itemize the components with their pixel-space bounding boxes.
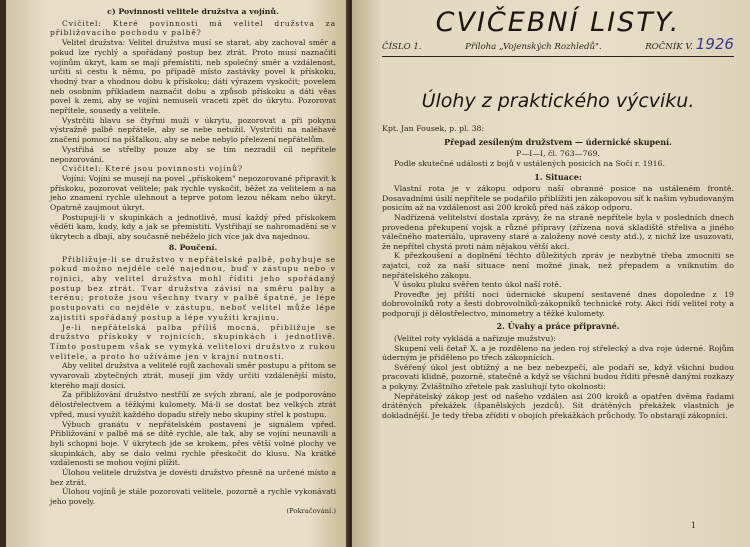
left-paragraph: Úlohou velitele družstva je dovésti družstvo přesně na určené místo a bez ztrát.: [50, 468, 336, 487]
section-paragraph: V úsoku pluku svěřen tento úkol naší rotě.: [394, 280, 562, 290]
left-paragraph: Vystrčiti hlavu se čtyřmi muži v úkrytu, pozorovat a při pokynu výstražně palbě nepřátele, aby se nebe netužil. Vystrčiti na naléhavé značení pomocí na píšťalkou, aby se nebe nebylo přelezení nepřátelům.: [50, 115, 336, 145]
article-title: Úlohy z praktického výcviku.: [421, 89, 695, 112]
right-page: [352, 0, 750, 547]
section-heading: 1. Situace:: [534, 171, 582, 182]
article-author: Kpt. Jan Fousek, p. pl. 38:: [382, 124, 485, 134]
left-paragraph: Aby velitel družstva a velitelé rojů zachovali směr postupu a přitom se vyvarovali zbytečných ztrát, musejí jim vždy určiti vzdálenější místo, kterého mají dosíci.: [50, 361, 336, 390]
article-intro: Podle skutečné události z bojů v ustálených posicích na Soči r. 1916.: [394, 158, 665, 168]
left-paragraph: Úlohou vojínů je stále pozorovati velitele, pozorně a rychle vykonávati jeho povely.: [50, 487, 336, 507]
masthead-title: CVIČEBNÍ LISTY.: [435, 7, 681, 38]
left-text-column: [50, 19, 336, 517]
page-number: 1: [690, 521, 696, 531]
volume-label: ROČNÍK V.: [645, 42, 693, 52]
issue-number: ČÍSLO 1.: [382, 42, 422, 52]
section-paragraph: Svěřený úkol jest obtížný a ne bez nebezpečí, ale podaří se, když všichni budou pracovati klidně, pozorně, statečně a když se všichni budou říditi přesně danými rozkazy a pokyny. Zvláštního zřetele pak zasluhují tyto okolnosti:: [382, 362, 734, 392]
masthead-row: [382, 35, 734, 57]
section-paragraph: Nadřízená velitelství dostala zprávy, že na straně nepřítele byla v posledních dnech provedena překupení vojsk a různé přípravy (zřízena nová skladiště střeliva a jiného válečného materiálu, upraveny staré a založeny nové cesty atd.), z nichž lze usuzovati, že nepřítel chystá proti nám nějakou větší akci.: [382, 212, 734, 251]
handwritten-year: 1926: [695, 35, 734, 53]
left-paragraph: Postupují-li v skupinkách a jednotlivě, musí každý před přískokem věděti kam, kudy, kdy a jak se přemístiti. Vystřihají se nahromadění se v úkrytech a dbají, aby současně neběželo jich více jak dva najednou.: [50, 212, 336, 242]
left-paragraph: Cvičitel: Které povinnosti má velitel družstva za přibližovacího pochodu v palbě?: [50, 18, 336, 38]
left-paragraph: Cvičitel: Které jsou povinnosti vojínů?: [62, 164, 243, 174]
section-paragraph: Vlastní rota je v zákopu odporu naší obranné posice na ustáleném frontě. Dosavadními úsilí nepřítele se podařilo přiblížiti jen zákopovou síť k našim vybudovaným posicím až na vzdálenost asi 200 kroků před náš zákop odporu.: [382, 184, 734, 213]
left-paragraph: Za přibližování družstvo nestřílí ze svých zbraní, ale je podporováno dělostřelectvem a těžkými kulomety. Má-li se dostat bez velkých ztrát vpřed, musí využít každého dopadu střely nebo skupiny střel k postupu.: [50, 390, 336, 419]
section-paragraph: Skupení veli četař X. a je rozděleno na jeden roj střelecký a dva roje úderné. Rojům úderným je přiděleno po třech zákopnících.: [382, 343, 734, 363]
article-sections: [382, 173, 734, 421]
left-page: [6, 0, 348, 547]
continuation-note: (Pokračování.): [286, 506, 336, 515]
section-heading: 2. Úvahy a práce připravné.: [496, 321, 620, 332]
section-paragraph: K přezkoušení a doplnění těchto důležitých zpráv je nezbytně třeba zmocniti se zajatci, což za naší situace není možné jinak, než přepadem a vniknutím do nepřátelského zákopu.: [382, 251, 734, 280]
left-paragraph: Vojíni: Vojíni se musejí na povel „přískokem" nepozorované připravit k přískoku, pozorovat velitele; pak rychle vyskočit, běžet za velitelem a na jeho znamení rychle ulehnout a teprve potom lezou někam nebo úkryt. Opatrně zaujmout úkryt.: [50, 173, 336, 213]
volume-block: [645, 35, 734, 53]
masthead-subtitle: Příloha „Vojenských Rozhledů".: [465, 42, 602, 52]
left-paragraph: Vystřihá se střelby pouze aby se tím nezradil cíl nepřítele nepozorování.: [50, 144, 336, 164]
map-reference: P—I—I, čl. 763—769.: [516, 149, 600, 159]
left-paragraph: Přibližuje-li se družstvo v nepřátelské palbě, pohybuje se pokud možno nejdéle celé najednou, buď v zástupu nebo v rojnici, aby velitel družstva mohl říditi jeho spořádaný postup bez ztrát. Tvar družstva závisí na směru palby a terénu; protože jsou všechny tvary v palbě špatné, je lépe postupovati co nejdéle v zástupu, neboť velitel může lépe zajistiti spořádaný postup a lépe využíti krajinu.: [50, 254, 336, 322]
article-section-title: Přepad zesíleným družstvem — údernické skupení.: [444, 136, 672, 147]
left-section-heading: c) Povinnosti velitele družstva a vojínů.: [107, 7, 279, 16]
left-paragraph: Výbuch granátu v nepřátelském postavení je signálem vpřed. Přibližování v palbě má se dítě rychle, ale tak, aby se vojíni neunavili a byli schopni boje. V úkrytech jde se krokem, přes větší volné plochy ve skupinkách, aby se dalo velmi rychle přeskočit do klusu. Na krátké vzdálenosti se mohou vojíni plížit.: [50, 419, 336, 468]
left-paragraph: Je-li nepřátelská palba příliš mocná, přibližuje se družstvo přískoky v rojnicích, skupinkách i jednotlivě. Tímto postupem však se vymyká velitelovi družstvo z rukou velitele, a proto ho užíváme jen v krajní nutnosti.: [50, 322, 336, 361]
section-paragraph: Proveďte jej příští noci údernické skupení sestavené dnes dopoledne z 19 dobrovolníků roty a šesti dobrovolníků-zákopníků technické roty. Akci řídí velitel roty a podporují ji dělostřelectvo, minometry a těžké kulomety.: [382, 289, 734, 318]
left-paragraph: Velitel družstva: Velitel družstva musí se starat, aby zachoval směr a pokud lze rychlý a spořádaný postup bez ztrát. Proto musí naznačiti vojínům úkryt, kam se mají přemístiti, neb společný směr a vzdálenost, určiti si cestu k němu, po případě místo zastávky povel k přískoku, vhodný tvar a vhodnou dobu k přískoku; dáti výrazem vyskočit; povelem neb osobním příkladem naznačit dobu a způsob přískoku a dáti věas povel k zemi, aby se vojíni nemuseli vraceti zpět do úkrytu. Pozorovat nepřítele, sousedy a velitele.: [50, 38, 336, 116]
left-subheading: 8. Poučení.: [168, 242, 218, 252]
section-paragraph: (Velitel roty vykládá a nařizuje mužstvu):: [394, 334, 556, 344]
section-paragraph: Nepřátelský zákop jest od našeho vzdálen asi 200 kroků a opatřen dvěma řadami drátěných překážek (španělských jezdců). Sít drátěných překážek vlastních je dokladnější. Je tedy třeba zříditi v obojích překážkách průchody. To obstarají zákopníci.: [382, 391, 734, 420]
